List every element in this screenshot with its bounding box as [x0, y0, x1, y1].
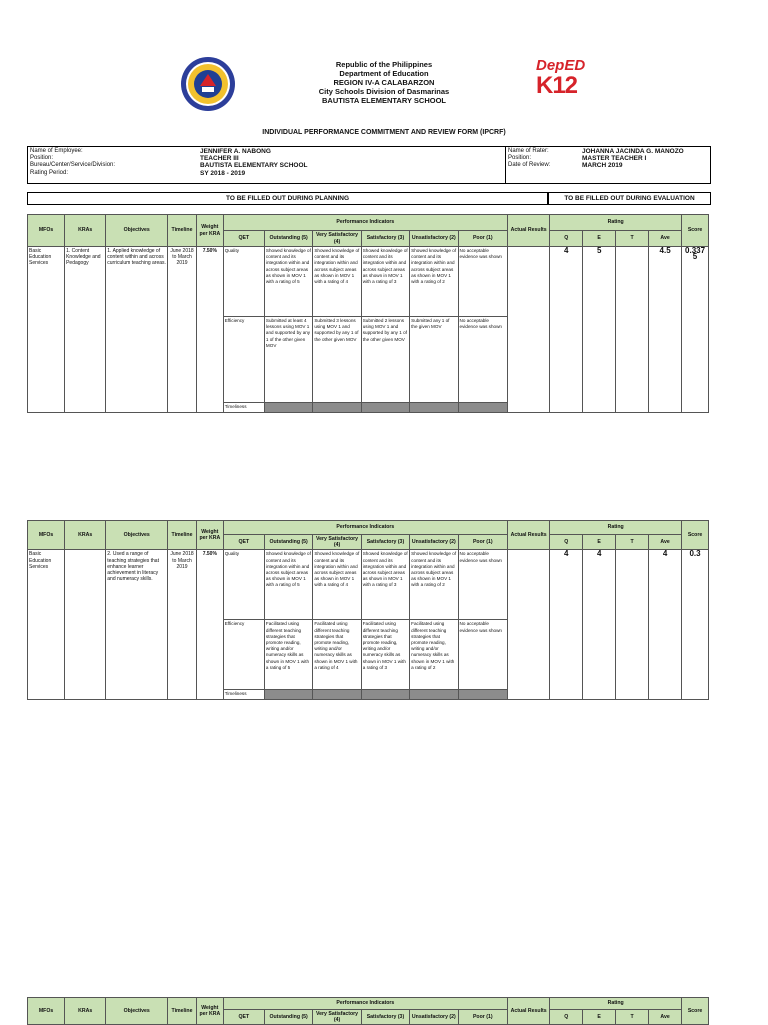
kra2-quality-4: Showed knowledge of content and its integration within and across subject areas as shown in MOV 1 with a rating of 4 — [313, 550, 361, 620]
hdr-satisfactory: Satisfactory (3) — [361, 1010, 409, 1025]
kra1-quality-1: No acceptable evidence was shown — [458, 247, 507, 317]
hdr-mfos: MFOs — [28, 521, 65, 550]
hdr-objectives: Objectives — [106, 215, 168, 247]
hdr-e: E — [583, 535, 616, 550]
hdr-ave: Ave — [649, 231, 682, 247]
deped-k12-logo — [536, 58, 602, 106]
hdr-t: T — [616, 535, 649, 550]
hdr-t: T — [616, 1010, 649, 1025]
kra2-score: 0.3 — [682, 550, 709, 700]
deped-logo-text: DepED — [536, 57, 586, 74]
kra2-timeliness-4 — [313, 690, 361, 700]
kra1-quality-4: Showed knowledge of content and its integration within and across subject areas as shown in MOV 1 with a rating of 4 — [313, 247, 361, 317]
evaluation-bar: TO BE FILLED OUT DURING EVALUATION — [548, 192, 711, 205]
kra2-efficiency-3: Facilitated using different teaching strategies that promote reading, writing and/or numeracy skills as shown in MOV 1 with a rating of 3 — [361, 620, 409, 690]
rater-values — [582, 148, 684, 170]
info-divider — [505, 147, 506, 183]
hdr-e: E — [583, 1010, 616, 1025]
kra1-weight: 7.50% — [196, 247, 223, 413]
kra1-ave: 4.5 — [649, 247, 682, 413]
kra2-quality-3: Showed knowledge of content and its integration within and across subject areas as shown in MOV 1 with a rating of 3 — [361, 550, 409, 620]
kra1-score: 0.3375 — [682, 247, 709, 413]
kra2-timeliness-1 — [458, 690, 507, 700]
planning-bar: TO BE FILLED OUT DURING PLANNING — [27, 192, 548, 205]
hdr-performance-indicators: Performance Indicators — [223, 215, 507, 231]
value-position: TEACHER III — [200, 155, 239, 163]
form-title: INDIVIDUAL PERFORMANCE COMMITMENT AND REVIEW FORM (IPCRF) — [262, 129, 506, 136]
hdr-poor: Poor (1) — [458, 1010, 507, 1025]
kra2-timeline: June 2018 to March 2019 — [168, 550, 197, 700]
hdr-outstanding: Outstanding (5) — [264, 1010, 312, 1025]
hdr-very-satisfactory: Very Satisfactory (4) — [313, 1010, 361, 1025]
employee-values — [200, 148, 308, 177]
hdr-kras: KRAs — [65, 521, 106, 550]
kra1-quality-2: Showed knowledge of content and its integration within and across subject areas as shown in MOV 1 with a rating of 2 — [410, 247, 458, 317]
hdr-qet: QET — [223, 1010, 264, 1025]
kra2-e: 4 — [583, 550, 616, 700]
hdr-unsatisfactory: Unsatisfactory (2) — [410, 231, 458, 247]
kra2-timeliness-5 — [264, 690, 312, 700]
hdr-q: Q — [550, 231, 583, 247]
kra1-efficiency-3: Submitted 2 lessons using MOV 1 and supported by any 1 of the other given MOV — [361, 317, 409, 403]
kra2-quality-2: Showed knowledge of content and its integration within and across subject areas as shown in MOV 1 with a rating of 2 — [410, 550, 458, 620]
label-rater: Name of Rater: — [508, 148, 549, 154]
hdr-score: Score — [682, 521, 709, 550]
kra1-q: 4 — [550, 247, 583, 413]
hdr-very-satisfactory: Very Satisfactory (4) — [313, 231, 361, 247]
kra2-timeliness-3 — [361, 690, 409, 700]
label-position: Position: — [30, 155, 54, 162]
kra2-timeliness-2 — [410, 690, 458, 700]
kra2-quality-1: No acceptable evidence was shown — [458, 550, 507, 620]
kra1-timeliness-5 — [264, 403, 312, 413]
hdr-weight: Weight per KRA — [196, 521, 223, 550]
label-review-date: Date of Review: — [508, 162, 551, 169]
kra3-table-header — [27, 997, 709, 1025]
hdr-ave: Ave — [649, 1010, 682, 1025]
hdr-qet: QET — [223, 231, 264, 247]
kra1-actual-results — [508, 247, 550, 413]
kra2-weight: 7.50% — [196, 550, 223, 700]
kra1-timeliness-label: Timeliness — [223, 403, 264, 413]
label-name: Name of Employee: — [30, 148, 83, 154]
value-rater: JOHANNA JACINDA G. MANOZO — [582, 148, 684, 155]
kra2-timeliness-label: Timeliness — [223, 690, 264, 700]
hdr-rating: Rating — [550, 998, 682, 1010]
hdr-kras: KRAs — [65, 215, 106, 247]
hdr-q: Q — [550, 1010, 583, 1025]
hdr-qet: QET — [223, 535, 264, 550]
kra2-efficiency-1: No acceptable evidence was shown — [458, 620, 507, 690]
hdr-outstanding: Outstanding (5) — [264, 535, 312, 550]
kra1-efficiency-1: No acceptable evidence was shown — [458, 317, 507, 403]
hdr-rating: Rating — [550, 215, 682, 231]
header-division: City Schools Division of Dasmarinas — [318, 87, 450, 96]
hdr-performance-indicators: Performance Indicators — [223, 998, 507, 1010]
hdr-e: E — [583, 231, 616, 247]
hdr-score: Score — [682, 215, 709, 247]
kra1-mfo: Basic Education Services — [28, 247, 65, 413]
value-rating-period: SY 2018 - 2019 — [200, 169, 246, 177]
kra1-efficiency-label: Efficiency — [223, 317, 264, 403]
employee-labels — [30, 148, 115, 177]
kra1-efficiency-2: Submitted any 1 of the given MOV — [410, 317, 458, 403]
employee-info-box — [27, 146, 711, 184]
kra2-mfo: Basic Education Services — [28, 550, 65, 700]
kra1-timeliness-2 — [410, 403, 458, 413]
hdr-very-satisfactory: Very Satisfactory (4) — [313, 535, 361, 550]
kra2-ave: 4 — [649, 550, 682, 700]
hdr-objectives: Objectives — [106, 521, 168, 550]
kra1-quality-label: Quality — [223, 247, 264, 317]
hdr-poor: Poor (1) — [458, 231, 507, 247]
hdr-unsatisfactory: Unsatisfactory (2) — [410, 1010, 458, 1025]
kra2-q: 4 — [550, 550, 583, 700]
header-region: REGION IV-A CALABARZON — [333, 78, 435, 87]
kra2-table — [27, 520, 709, 700]
header-department: Department of Education — [339, 69, 429, 78]
kra1-kra: 1. Content Knowledge and Pedagogy — [65, 247, 106, 413]
hdr-t: T — [616, 231, 649, 247]
hdr-outstanding: Outstanding (5) — [264, 231, 312, 247]
header-republic: Republic of the Philippines — [335, 60, 433, 69]
hdr-poor: Poor (1) — [458, 535, 507, 550]
hdr-timeline: Timeline — [168, 998, 197, 1025]
label-rating-period: Rating Period: — [30, 169, 69, 176]
hdr-ave: Ave — [649, 535, 682, 550]
kra2-efficiency-4: Facilitated using different teaching strategies that promote reading, writing and/or numeracy skills as shown in MOV 1 with a rating of 4 — [313, 620, 361, 690]
k12-logo-text: K12 — [536, 72, 578, 99]
kra1-objective: 1. Applied knowledge of content within and across curriculum teaching areas. — [106, 247, 168, 413]
kra1-timeliness-3 — [361, 403, 409, 413]
kra1-timeline: June 2018 to March 2019 — [168, 247, 197, 413]
kra1-e: 5 — [583, 247, 616, 413]
kra2-objective: 2. Used a range of teaching strategies that enhance learner achievement in literacy and numeracy skills. — [106, 550, 168, 700]
hdr-satisfactory: Satisfactory (3) — [361, 231, 409, 247]
kra1-quality-3: Showed knowledge of content and its integration within and across subject areas as shown in MOV 1 with a rating of 3 — [361, 247, 409, 317]
label-rater-position: Position: — [508, 155, 532, 162]
kra2-quality-label: Quality — [223, 550, 264, 620]
kra1-t — [616, 247, 649, 413]
hdr-kras: KRAs — [65, 998, 106, 1025]
hdr-weight: Weight per KRA — [196, 215, 223, 247]
kra2-actual-results — [508, 550, 550, 700]
kra1-efficiency-5: Submitted at least 4 lessons using MOV 1 and supported by any 1 of the other given MOV — [264, 317, 312, 403]
hdr-rating: Rating — [550, 521, 682, 535]
label-bureau: Bureau/Center/Service/Division: — [30, 162, 116, 169]
kra1-quality-5: Showed knowledge of content and its integration within and across subject areas as shown in MOV 1 with a rating of 5 — [264, 247, 312, 317]
hdr-timeline: Timeline — [168, 521, 197, 550]
hdr-weight: Weight per KRA — [196, 998, 223, 1025]
hdr-actual-results: Actual Results — [508, 998, 550, 1025]
kra1-timeliness-4 — [313, 403, 361, 413]
hdr-actual-results: Actual Results — [508, 521, 550, 550]
kra2-efficiency-5: Facilitated using different teaching strategies that promote reading, writing and/or numeracy skills as shown in MOV 1 with a rating of 5 — [264, 620, 312, 690]
hdr-actual-results: Actual Results — [508, 215, 550, 247]
value-review-date: MARCH 2019 — [582, 162, 623, 170]
kra2-kra — [65, 550, 106, 700]
hdr-score: Score — [682, 998, 709, 1025]
kra1-table — [27, 214, 709, 413]
kra1-timeliness-1 — [458, 403, 507, 413]
hdr-unsatisfactory: Unsatisfactory (2) — [410, 535, 458, 550]
header-school: BAUTISTA ELEMENTARY SCHOOL — [321, 96, 447, 105]
hdr-timeline: Timeline — [168, 215, 197, 247]
hdr-q: Q — [550, 535, 583, 550]
kra1-efficiency-4: Submitted 3 lessons using MOV 1 and supported by any 1 of the other given MOV — [313, 317, 361, 403]
kra2-efficiency-label: Efficiency — [223, 620, 264, 690]
hdr-satisfactory: Satisfactory (3) — [361, 535, 409, 550]
value-bureau: BAUTISTA ELEMENTARY SCHOOL — [200, 162, 308, 170]
hdr-performance-indicators: Performance Indicators — [223, 521, 507, 535]
hdr-objectives: Objectives — [106, 998, 168, 1025]
hdr-mfos: MFOs — [28, 215, 65, 247]
kra2-quality-5: Showed knowledge of content and its integration within and across subject areas as shown in MOV 1 with a rating of 5 — [264, 550, 312, 620]
value-name: JENNIFER A. NABONG — [200, 148, 271, 155]
kra2-efficiency-2: Facilitated using different teaching strategies that promote reading, writing and/or numeracy skills as shown in MOV 1 with a rating of 2 — [410, 620, 458, 690]
hdr-mfos: MFOs — [28, 998, 65, 1025]
kra2-t — [616, 550, 649, 700]
rater-labels — [508, 148, 550, 170]
value-rater-position: MASTER TEACHER I — [582, 155, 647, 163]
